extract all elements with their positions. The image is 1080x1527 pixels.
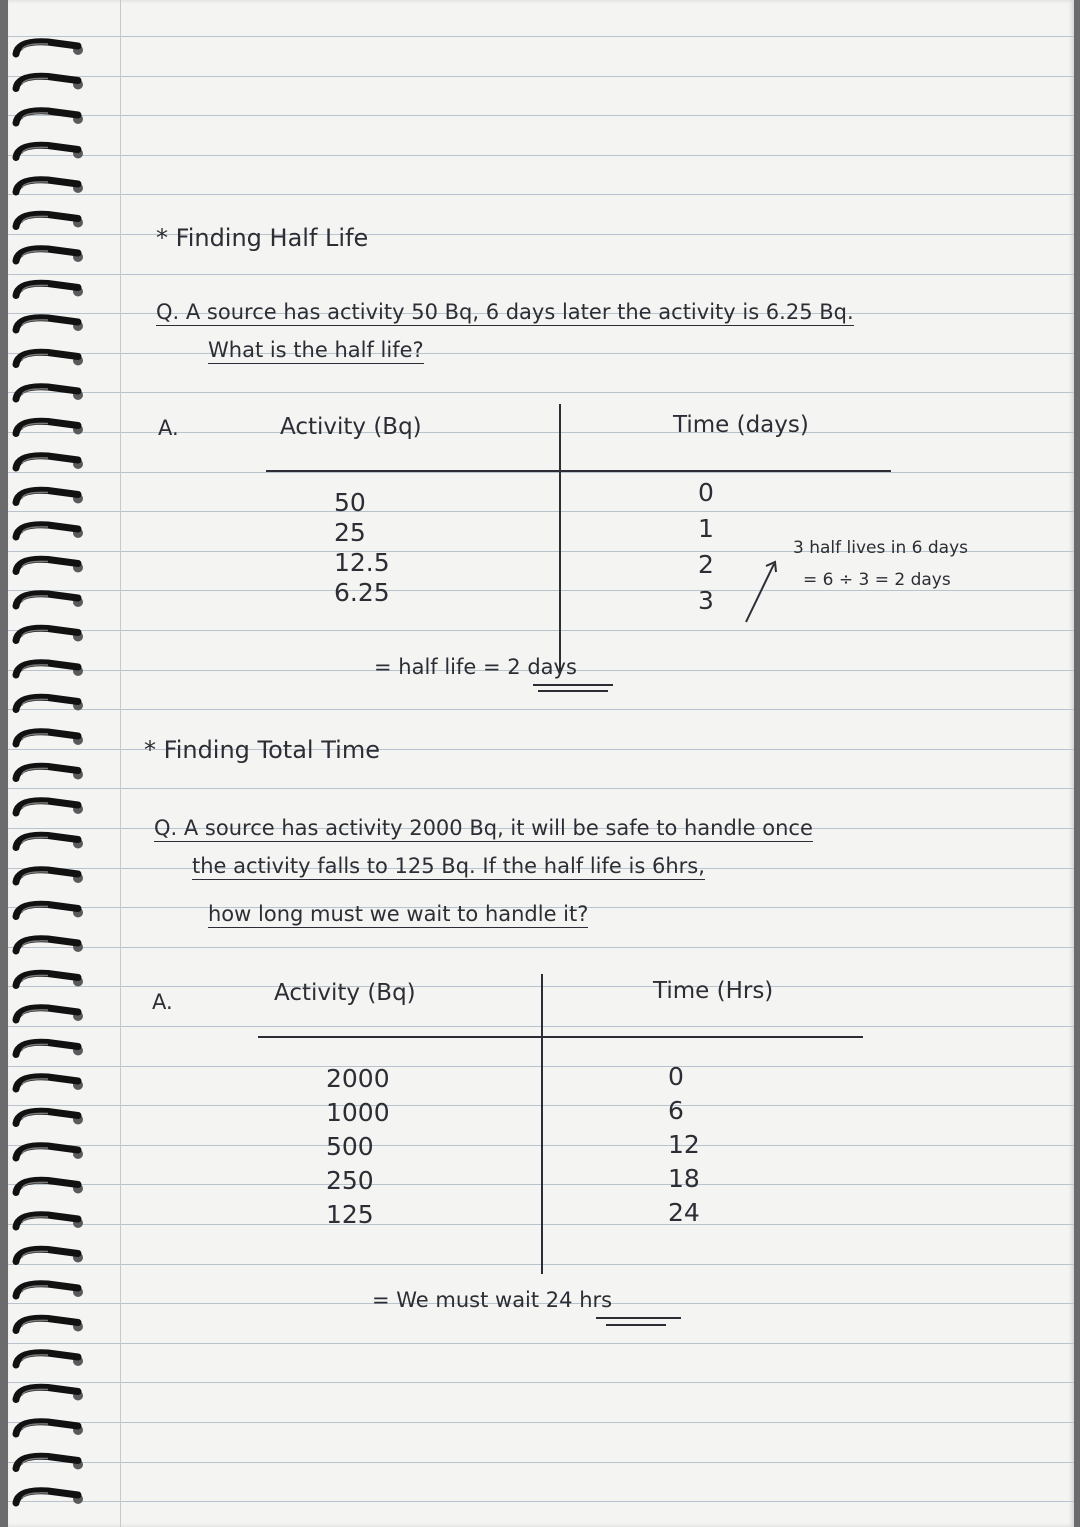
ruled-line xyxy=(8,947,1074,948)
question-2-line-1: Q. A source has activity 2000 Bq, it will be safe to handle once xyxy=(154,816,813,840)
ruled-line xyxy=(8,788,1074,789)
spiral-ring xyxy=(16,1284,83,1297)
result-half-life-underline-1 xyxy=(533,684,613,686)
spiral-ring xyxy=(16,42,83,55)
spiral-ring xyxy=(16,456,83,469)
spiral-ring xyxy=(16,1387,83,1400)
question-1-line-1: Q. A source has activity 50 Bq, 6 days later the activity is 6.25 Bq. xyxy=(156,300,854,324)
table-2-time-value: 6 xyxy=(668,1096,684,1125)
spiral-ring xyxy=(16,594,83,607)
ruled-line xyxy=(8,1382,1074,1383)
spiral-ring xyxy=(16,835,83,848)
spiral-ring xyxy=(16,1215,83,1228)
ruled-line xyxy=(8,194,1074,195)
table-1-header-rule xyxy=(266,470,891,472)
spiral-ring xyxy=(16,387,83,400)
spiral-ring xyxy=(16,283,83,296)
spiral-ring xyxy=(16,249,83,262)
heading-finding-half-life: * Finding Half Life xyxy=(156,224,369,252)
ruled-line xyxy=(8,392,1074,393)
table-1-time-value: 0 xyxy=(698,478,714,507)
ruled-line xyxy=(8,155,1074,156)
spiral-ring xyxy=(16,1008,83,1021)
spiral-ring xyxy=(16,766,83,779)
spiral-ring xyxy=(16,525,83,538)
ruled-line xyxy=(8,36,1074,37)
result-half-life: = half life = 2 days xyxy=(374,655,577,679)
spiral-ring xyxy=(16,180,83,193)
table-1-activity-value: 12.5 xyxy=(334,548,390,577)
spiral-ring xyxy=(16,421,83,434)
table-2-header-activity: Activity (Bq) xyxy=(274,980,416,1006)
question-2-line-2: the activity falls to 125 Bq. If the half life is 6hrs, xyxy=(192,854,705,878)
spiral-binding xyxy=(8,0,98,1527)
spiral-ring xyxy=(16,559,83,572)
ruled-line xyxy=(8,353,1074,354)
spiral-ring xyxy=(16,1318,83,1331)
answer-1-marker: A. xyxy=(158,416,179,440)
spiral-ring xyxy=(16,1077,83,1090)
spiral-ring xyxy=(16,1042,83,1055)
table-1-activity-value: 6.25 xyxy=(334,578,390,607)
table-1-time-value: 2 xyxy=(698,550,714,579)
table-2-activity-value: 500 xyxy=(326,1132,374,1161)
ruled-line xyxy=(8,472,1074,473)
ruled-line xyxy=(8,709,1074,710)
arrow-annotation xyxy=(738,552,788,632)
spiral-ring xyxy=(16,628,83,641)
margin-line xyxy=(120,0,121,1527)
ruled-line xyxy=(8,76,1074,77)
spiral-ring xyxy=(16,1456,83,1469)
table-2-activity-value: 250 xyxy=(326,1166,374,1195)
table-1-header-time: Time (days) xyxy=(673,412,809,438)
spiral-ring xyxy=(16,663,83,676)
spiral-ring xyxy=(16,111,83,124)
heading-finding-total-time: * Finding Total Time xyxy=(144,736,380,764)
spiral-ring xyxy=(16,1422,83,1435)
spiral-ring xyxy=(16,1353,83,1366)
table-2-time-value: 12 xyxy=(668,1130,700,1159)
question-1-line-2: What is the half life? xyxy=(208,338,424,362)
table-2-divider xyxy=(541,974,543,1274)
spiral-ring xyxy=(16,318,83,331)
spiral-ring xyxy=(16,1249,83,1262)
spiral-ring xyxy=(16,352,83,365)
table-1-time-value: 3 xyxy=(698,586,714,615)
spiral-ring xyxy=(16,904,83,917)
note-half-lives-line-2: = 6 ÷ 3 = 2 days xyxy=(803,570,951,590)
spiral-ring xyxy=(16,1146,83,1159)
answer-2-marker: A. xyxy=(152,990,173,1014)
spiral-ring xyxy=(16,1180,83,1193)
table-1-time-value: 1 xyxy=(698,514,714,543)
question-2-line-3: how long must we wait to handle it? xyxy=(208,902,589,926)
table-2-activity-value: 1000 xyxy=(326,1098,390,1127)
spiral-ring xyxy=(16,1111,83,1124)
spiral-ring xyxy=(16,973,83,986)
table-2-time-value: 24 xyxy=(668,1198,700,1227)
ruled-line xyxy=(8,115,1074,116)
table-1-header-activity: Activity (Bq) xyxy=(280,414,422,440)
table-2-header-time: Time (Hrs) xyxy=(653,978,774,1004)
result-total-time-underline-2 xyxy=(606,1324,666,1326)
ruled-line xyxy=(8,1462,1074,1463)
ruled-line xyxy=(8,1501,1074,1502)
ruled-line xyxy=(8,1343,1074,1344)
table-1-activity-value: 50 xyxy=(334,488,366,517)
ruled-line xyxy=(8,1422,1074,1423)
table-2-time-value: 0 xyxy=(668,1062,684,1091)
spiral-ring xyxy=(16,214,83,227)
ruled-line xyxy=(8,630,1074,631)
spiral-ring xyxy=(16,939,83,952)
spiral-ring xyxy=(16,870,83,883)
spiral-ring xyxy=(16,697,83,710)
spiral-ring xyxy=(16,1491,83,1504)
notebook-page xyxy=(8,0,1074,1527)
spiral-ring xyxy=(16,490,83,503)
spiral-ring xyxy=(16,76,83,89)
result-total-time-underline-1 xyxy=(596,1317,681,1319)
table-2-activity-value: 2000 xyxy=(326,1064,390,1093)
ruled-line xyxy=(8,274,1074,275)
table-1-divider xyxy=(559,404,561,674)
ruled-line xyxy=(8,511,1074,512)
table-1-activity-value: 25 xyxy=(334,518,366,547)
spiral-ring xyxy=(16,145,83,158)
note-half-lives-line-1: 3 half lives in 6 days xyxy=(793,538,968,558)
result-half-life-underline-2 xyxy=(538,690,608,692)
ruled-line xyxy=(8,590,1074,591)
spiral-ring xyxy=(16,732,83,745)
table-2-activity-value: 125 xyxy=(326,1200,374,1229)
table-2-time-value: 18 xyxy=(668,1164,700,1193)
result-total-time: = We must wait 24 hrs xyxy=(372,1288,613,1312)
spiral-ring xyxy=(16,801,83,814)
table-2-header-rule xyxy=(258,1036,863,1038)
